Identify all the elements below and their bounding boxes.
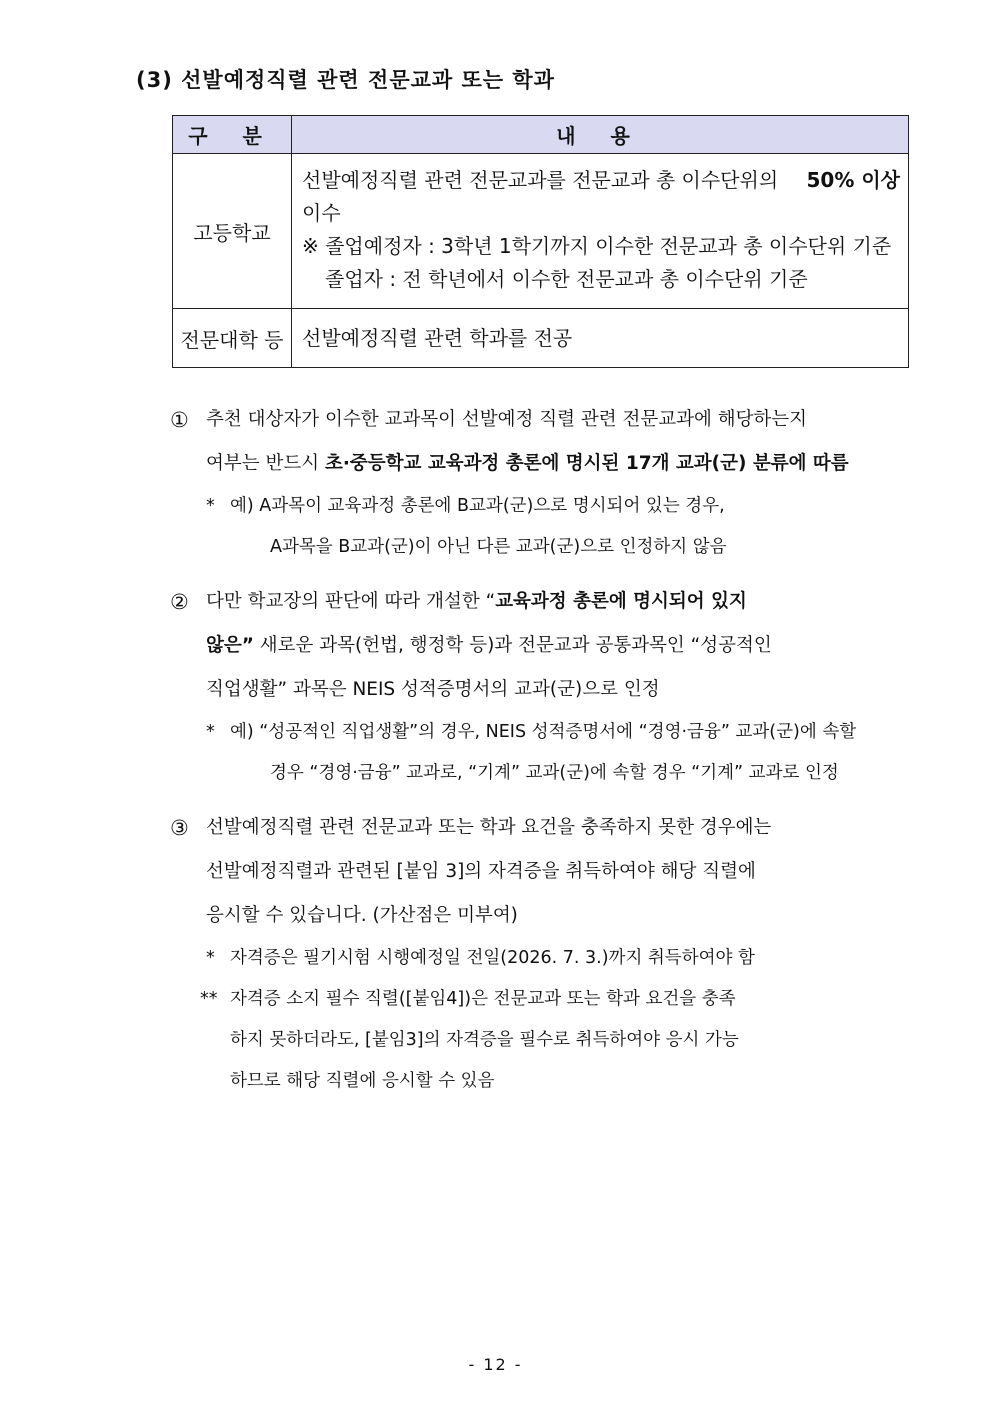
sub-note-line — [170, 486, 912, 527]
item-bold-text: 초·중등학교 교육과정 총론에 명시된 17개 교과(군) 분류에 따름 — [325, 453, 849, 474]
sub-note-text: 예) “성공적인 직업생활”의 경우, NEIS 성적증명서에 “경영·금융” 교과(군)에 속할 — [230, 722, 857, 742]
list-item — [170, 398, 912, 568]
list-item — [170, 580, 912, 794]
content-text: 선발예정직렬 관련 전문교과를 전문교과 총 이수단위의 — [302, 168, 779, 192]
item-list — [170, 398, 912, 1114]
sub-note-text: 예) A과목이 교육과정 총론에 B교과(군)으로 명시되어 있는 경우, — [230, 496, 725, 516]
sub-note-line: A과목을 B교과(군)이 아닌 다른 교과(군)으로 인정하지 않음 — [270, 537, 727, 557]
sub-note-text: 자격증 소지 필수 직렬([붙임4])은 전문교과 또는 학과 요건을 충족 — [230, 989, 736, 1009]
sub-note-text: 자격증은 필기시험 시행예정일 전일(2026. 7. 3.)까지 취득하여야 함 — [230, 948, 755, 968]
item-marker: ① — [170, 408, 189, 432]
item-bold-text: 않은” — [206, 635, 254, 656]
sub-note-line — [170, 712, 912, 753]
asterisk-marker: * — [206, 496, 215, 516]
table-header-category: 구 분 — [173, 116, 292, 154]
item-text: 추천 대상자가 이수한 교과목이 선발예정 직렬 관련 전문교과에 해당하는지 — [206, 409, 808, 430]
row-content-college: 선발예정직렬 관련 학과를 전공 — [292, 309, 909, 368]
asterisk-marker: * — [206, 722, 215, 742]
content-line — [302, 164, 900, 197]
item-line: 선발예정직렬과 관련된 [붙임 3]의 자격증을 취득하여야 해당 직렬에 — [206, 861, 756, 882]
item-line — [170, 806, 912, 850]
sub-note-line — [170, 938, 912, 979]
item-marker: ② — [170, 590, 189, 614]
item-text: 여부는 반드시 — [206, 453, 325, 474]
content-line: 이수 — [302, 201, 341, 225]
row-content-highschool — [292, 154, 909, 309]
table-row — [173, 154, 909, 309]
criteria-table — [172, 115, 909, 368]
row-label-college: 전문대학 등 — [173, 309, 292, 368]
note-line: ※ 졸업예정자 : 3학년 1학기까지 이수한 전문교과 총 이수단위 기준 — [302, 234, 892, 258]
row-label-highschool: 고등학교 — [173, 154, 292, 309]
item-line — [170, 442, 912, 486]
sub-note-line: 하지 못하더라도, [붙임3]의 자격증을 필수로 취득하여야 응시 가능 — [230, 1030, 739, 1050]
item-marker: ③ — [170, 816, 189, 840]
section-title: (3) 선발예정직렬 관련 전문교과 또는 학과 — [136, 68, 555, 92]
note-line: 졸업자 : 전 학년에서 이수한 전문교과 총 이수단위 기준 — [325, 267, 808, 291]
item-line — [170, 398, 912, 442]
item-bold-text: 교육과정 총론에 명시되어 있지 — [495, 591, 747, 612]
item-text: 새로운 과목(헌법, 행정학 등)과 전문교과 공통과목인 “성공적인 — [253, 635, 772, 656]
item-line — [170, 624, 912, 668]
table-row — [173, 309, 909, 368]
item-line: 응시할 수 있습니다. (가산점은 미부여) — [206, 905, 518, 926]
item-line — [170, 580, 912, 624]
table-header-content: 내 용 — [292, 116, 909, 154]
list-item — [170, 806, 912, 1102]
item-text: 다만 학교장의 판단에 따라 개설한 “ — [206, 591, 496, 612]
item-text: 선발예정직렬 관련 전문교과 또는 학과 요건을 충족하지 못한 경우에는 — [206, 817, 772, 838]
page-number: - 12 - — [468, 1355, 523, 1374]
sub-note-line: 하므로 해당 직렬에 응시할 수 있음 — [230, 1071, 495, 1091]
sub-note-line: 경우 “경영·금융” 교과로, “기계” 교과(군)에 속할 경우 “기계” 교과로 인정 — [270, 763, 839, 783]
double-asterisk-marker: ** — [200, 989, 218, 1009]
item-line: 직업생활” 과목은 NEIS 성적증명서의 교과(군)으로 인정 — [206, 679, 660, 700]
sub-note-line — [170, 979, 912, 1020]
asterisk-marker: * — [206, 948, 215, 968]
table-header-row — [173, 116, 909, 154]
content-bold-text: 50% 이상 — [806, 168, 900, 192]
